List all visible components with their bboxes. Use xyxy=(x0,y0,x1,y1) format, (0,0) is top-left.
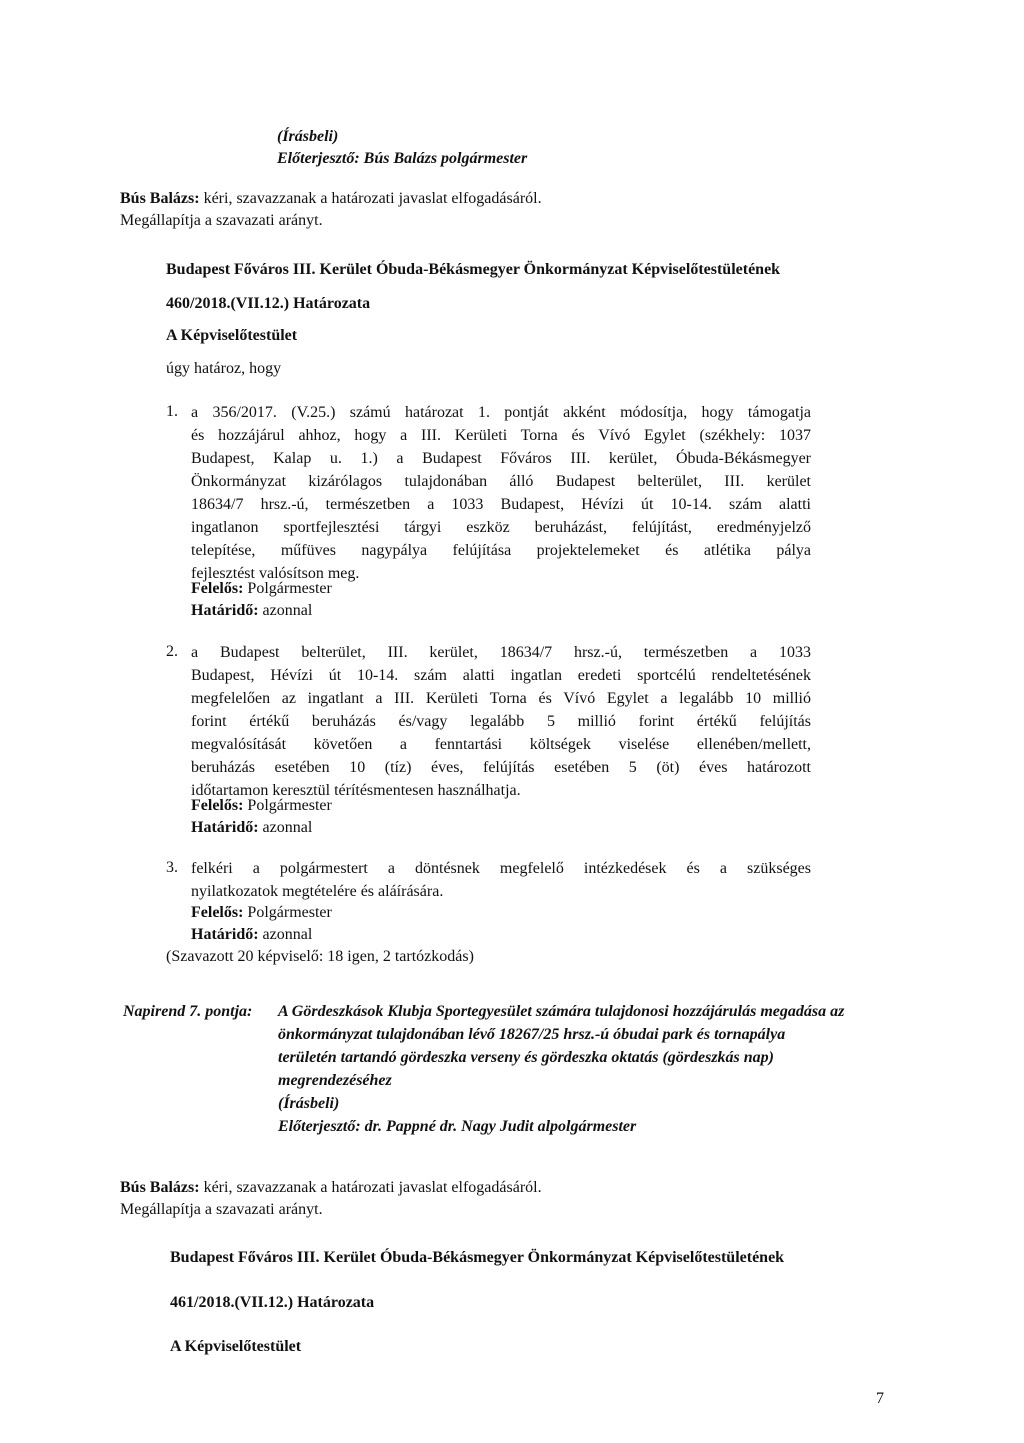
deadline-label: Határidő: xyxy=(191,819,259,836)
resolution-item-1 xyxy=(191,401,811,585)
agenda-title-line: területén tartandó gördeszka verseny és gördeszka oktatás (gördeszkás nap) xyxy=(278,1049,775,1066)
item-number: 1. xyxy=(166,403,178,420)
responsible-label: Felelős: xyxy=(191,580,244,597)
item-number: 3. xyxy=(166,859,178,876)
item-line: megfelelően az ingatlant a III. Kerületi Torna és Vívó Egylet a legalább 10 millió xyxy=(191,690,811,707)
item-line: Önkormányzat kizárólagos tulajdonában álló Budapest belterület, III. kerület xyxy=(191,473,811,490)
vote-call-text: kéri, szavazzanak a határozati javaslat elfogadásáról. xyxy=(203,190,542,207)
presenter-label: Előterjesztő: xyxy=(277,150,360,167)
item-line: felkéri a polgármestert a döntésnek megfelelő intézkedések és a szükséges xyxy=(191,860,811,877)
responsible-line xyxy=(191,902,332,924)
resolution-item-2 xyxy=(191,641,811,802)
presenter-line xyxy=(278,1115,898,1138)
speaker-name: Bús Balázs: xyxy=(120,190,200,207)
item-line: fejlesztést valósítson meg. xyxy=(191,565,360,582)
item-line: megvalósítását követően a fenntartási költségek viselése ellenében/mellett, xyxy=(191,736,811,753)
deadline-line xyxy=(191,600,312,622)
presenter-line xyxy=(277,148,527,170)
resolution-body: Budapest Főváros III. Kerület Óbuda-Békásmegyer Önkormányzat Képviselőtestületének xyxy=(170,1249,785,1266)
deadline-value: azonnal xyxy=(262,926,313,943)
item-line: Budapest, Hévízi út 10-14. szám alatti ingatlan eredeti sportcélú rendeltetésének xyxy=(191,667,811,684)
resolution-number: 461/2018.(VII.12.) Határozata xyxy=(170,1294,375,1311)
item-number: 2. xyxy=(166,643,178,660)
deadline-label: Határidő: xyxy=(191,926,259,943)
page-number: 7 xyxy=(876,1390,884,1407)
responsible-label: Felelős: xyxy=(191,904,244,921)
responsible-value: Polgármester xyxy=(247,797,332,814)
item-line: beruházás esetében 10 (tíz) éves, felújítás esetében 5 (öt) éves határozott xyxy=(191,759,811,776)
vote-call xyxy=(120,1177,542,1199)
resolution-number: 460/2018.(VII.12.) Határozata xyxy=(166,295,371,312)
presenter-name: Bús Balázs polgármester xyxy=(363,150,528,167)
resolution-body: Budapest Főváros III. Kerület Óbuda-Békásmegyer Önkormányzat Képviselőtestületének xyxy=(166,261,781,278)
resolution-subject: A Képviselőtestület xyxy=(170,1338,302,1355)
agenda-title-line: A Gördeszkások Klubja Sportegyesület számára tulajdonosi hozzájárulás megadása az xyxy=(278,1003,845,1020)
resolution-item-3 xyxy=(191,857,811,903)
presenter-label: Előterjesztő: xyxy=(278,1118,361,1135)
item-line: időtartamon keresztül térítésmentesen használhatja. xyxy=(191,782,521,799)
deadline-line xyxy=(191,817,312,839)
responsible-value: Polgármester xyxy=(247,580,332,597)
item-line: telepítése, műfüves nagypálya felújítása projektelemeket és atlétika pálya xyxy=(191,542,811,559)
responsible-label: Felelős: xyxy=(191,797,244,814)
deadline-label: Határidő: xyxy=(191,602,259,619)
item-line: nyilatkozatok megtételére és aláírására. xyxy=(191,883,444,900)
agenda-label: Napirend 7. pontja: xyxy=(123,1003,253,1020)
vote-call-line2: Megállapítja a szavazati arányt. xyxy=(120,212,323,229)
item-line: ingatlanon sportfejlesztési tárgyi eszköz beruházást, felújítást, eredményjelző xyxy=(191,519,811,536)
deadline-line xyxy=(191,924,312,946)
resolution-subject: A Képviselőtestület xyxy=(166,327,298,344)
vote-call-text: kéri, szavazzanak a határozati javaslat elfogadásáról. xyxy=(203,1179,542,1196)
item-line: és hozzájárul ahhoz, hogy a III. Kerületi Torna és Vívó Egylet (székhely: 1037 xyxy=(191,427,811,444)
agenda-title-line: önkormányzat tulajdonában lévő 18267/25 hrsz.-ú óbudai park és tornapálya xyxy=(278,1026,786,1043)
responsible-line xyxy=(191,578,332,600)
deadline-value: azonnal xyxy=(262,602,313,619)
presenter-name: dr. Pappné dr. Nagy Judit alpolgármester xyxy=(364,1118,637,1135)
format-label: (Írásbeli) xyxy=(277,128,339,145)
item-line: Budapest, Kalap u. 1.) a Budapest Főváros III. kerület, Óbuda-Békásmegyer xyxy=(191,450,811,467)
agenda-title-line: megrendezéséhez xyxy=(278,1072,392,1089)
vote-result: (Szavazott 20 képviselő: 18 igen, 2 tartózkodás) xyxy=(166,948,474,965)
deadline-value: azonnal xyxy=(262,819,313,836)
responsible-value: Polgármester xyxy=(247,904,332,921)
vote-call-line2: Megállapítja a szavazati arányt. xyxy=(120,1201,323,1218)
resolution-decides: úgy határoz, hogy xyxy=(166,360,282,377)
vote-call xyxy=(120,188,542,210)
item-line: a 356/2017. (V.25.) számú határozat 1. pontját akként módosítja, hogy támogatja xyxy=(191,404,811,421)
item-line: 18634/7 hrsz.-ú, természetben a 1033 Budapest, Hévízi út 10-14. szám alatti xyxy=(191,496,811,513)
item-line: forint értékű beruházás és/vagy legalább 5 millió forint értékű felújítás xyxy=(191,713,811,730)
item-line: a Budapest belterület, III. kerület, 18634/7 hrsz.-ú, természetben a 1033 xyxy=(191,644,811,661)
format-label: (Írásbeli) xyxy=(278,1095,340,1112)
speaker-name: Bús Balázs: xyxy=(120,1179,200,1196)
responsible-line xyxy=(191,795,332,817)
agenda-title xyxy=(278,1000,898,1138)
